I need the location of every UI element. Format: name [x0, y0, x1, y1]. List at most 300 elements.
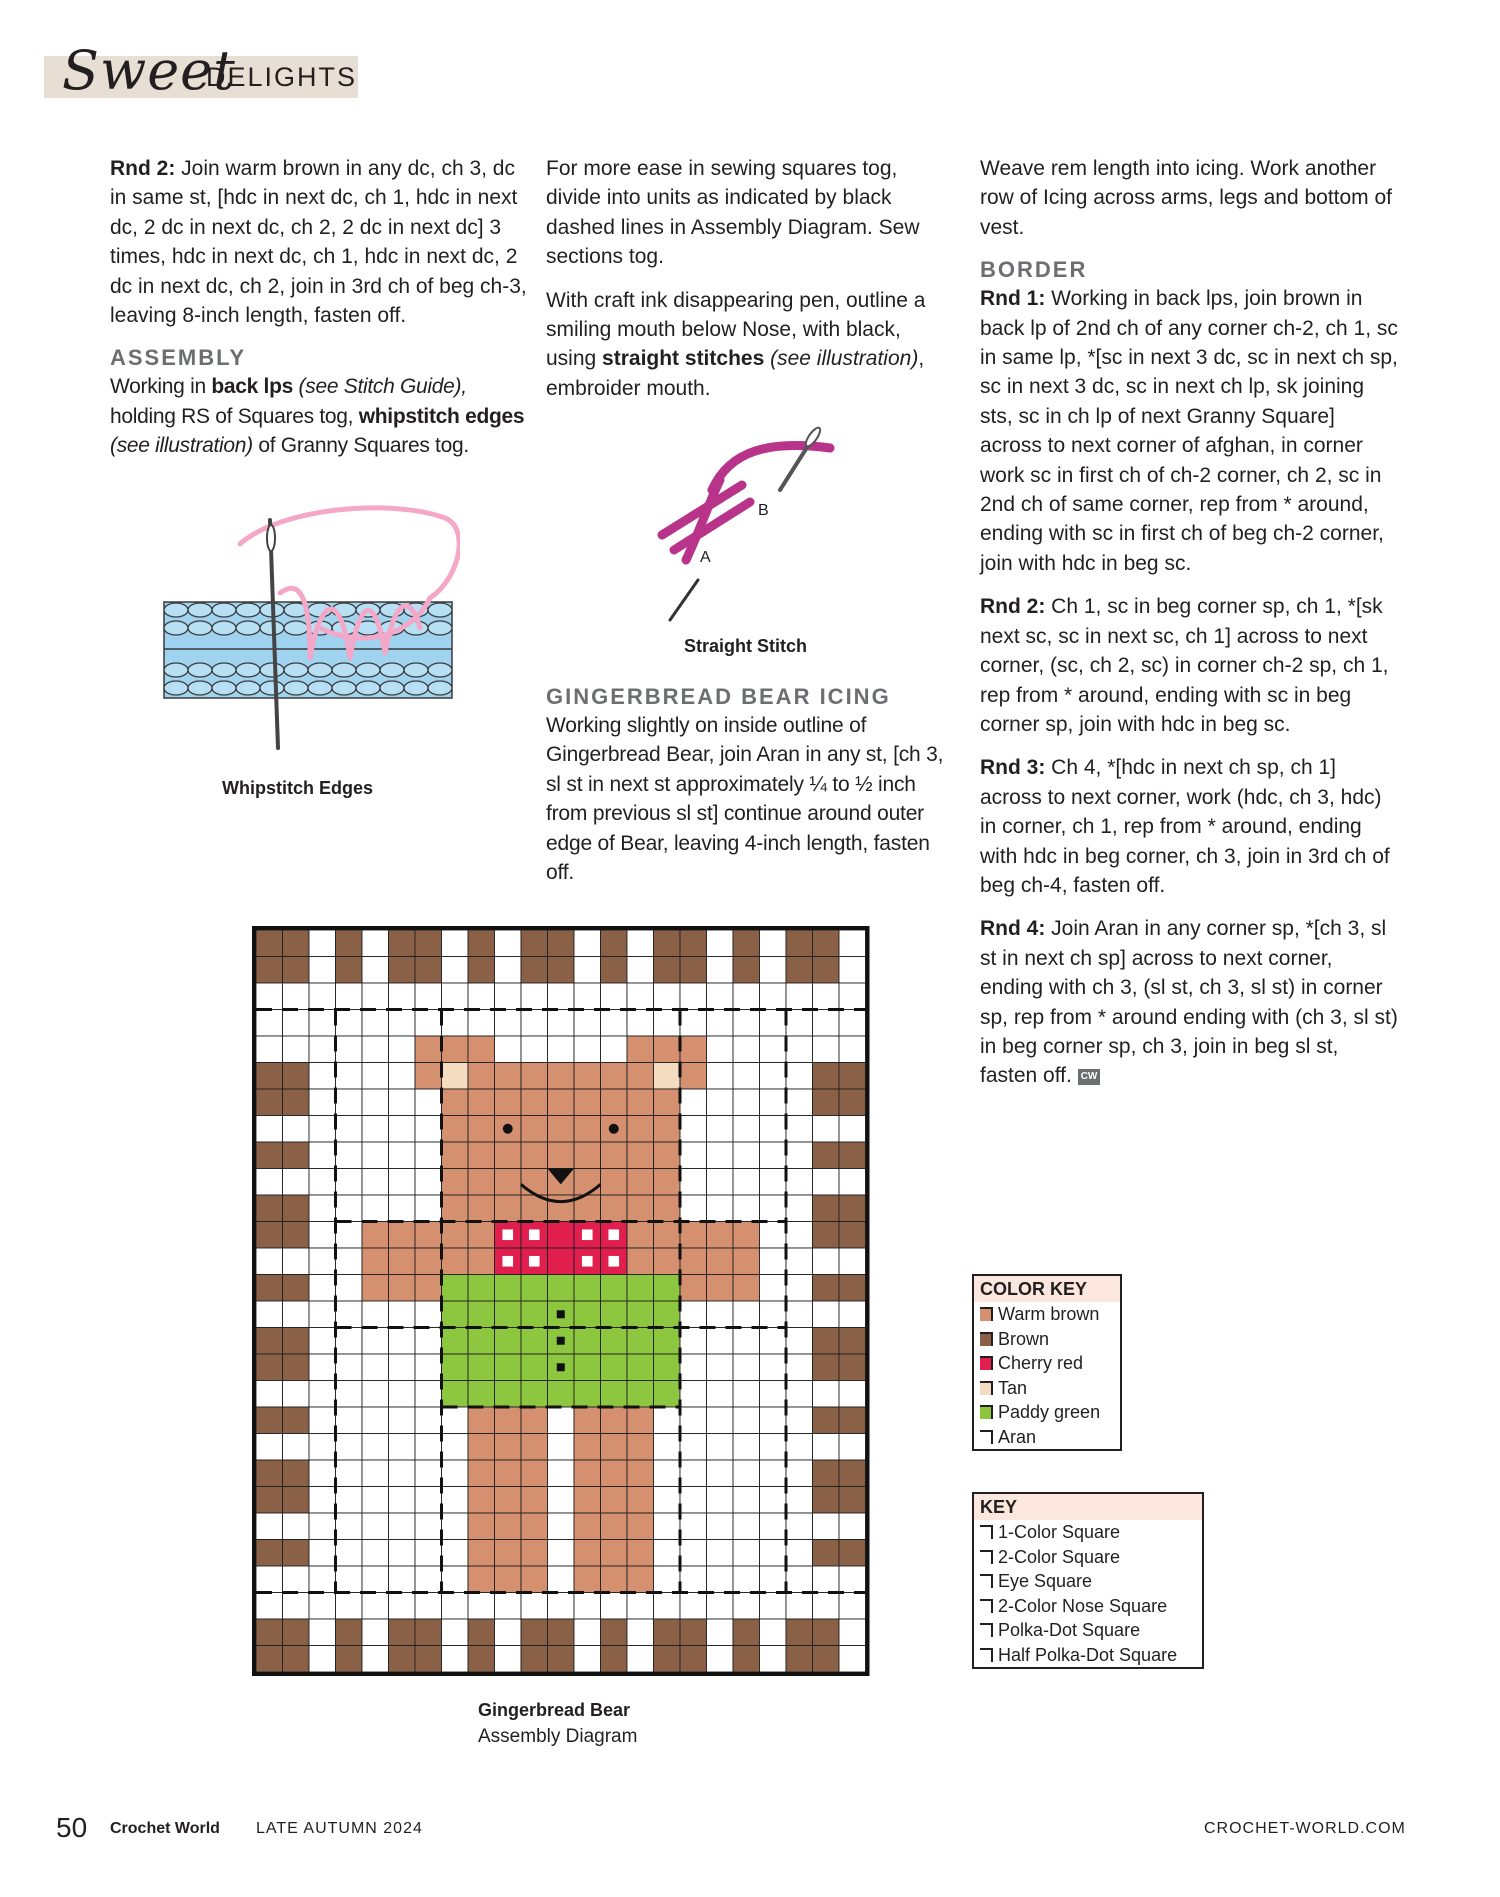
- grid-cell: [680, 1301, 707, 1328]
- grid-cell: [760, 1010, 787, 1037]
- grid-cell: [574, 1036, 601, 1063]
- grid-cell: [733, 1275, 760, 1302]
- grid-cell: [813, 1010, 840, 1037]
- grid-cell: [468, 1513, 495, 1540]
- grid-cell: [601, 1434, 628, 1461]
- diagram-caption-title: Gingerbread Bear: [478, 1700, 631, 1720]
- grid-cell: [442, 1619, 469, 1646]
- grid-cell: [654, 1593, 681, 1620]
- grid-cell: [468, 1010, 495, 1037]
- color-key-label: Paddy green: [998, 1402, 1101, 1422]
- grid-cell: [813, 1063, 840, 1090]
- grid-cell: [760, 1116, 787, 1143]
- grid-cell: [415, 1381, 442, 1408]
- grid-cell: [548, 1381, 575, 1408]
- grid-cell: [495, 1301, 522, 1328]
- grid-cell: [415, 1540, 442, 1567]
- color-key-items: [974, 1302, 1120, 1449]
- color-key-label: Warm brown: [998, 1304, 1100, 1324]
- grid-cell: [601, 1169, 628, 1196]
- grid-cell: [654, 1381, 681, 1408]
- grid-cell: [839, 1487, 866, 1514]
- grid-cell: [680, 1593, 707, 1620]
- grid-cell: [548, 1195, 575, 1222]
- grid-cell: [309, 1513, 336, 1540]
- header-delights: DELIGHTS: [206, 62, 358, 92]
- grid-cell: [309, 1566, 336, 1593]
- grid-cell: [256, 1328, 283, 1355]
- square-type-icon: [980, 1550, 993, 1564]
- grid-cell: [654, 1116, 681, 1143]
- grid-cell: [627, 1434, 654, 1461]
- grid-cell: [336, 1619, 363, 1646]
- grid-cell: [654, 1089, 681, 1116]
- grid-cell: [813, 1434, 840, 1461]
- grid-cell: [786, 930, 813, 957]
- swatch-icon: [980, 1307, 993, 1321]
- grid-cell: [733, 1116, 760, 1143]
- grid-cell: [468, 1142, 495, 1169]
- square-type-icon: [980, 1623, 993, 1637]
- grid-cell: [733, 1063, 760, 1090]
- grid-cell: [256, 1646, 283, 1673]
- grid-cell: [574, 1540, 601, 1567]
- grid-cell: [839, 1248, 866, 1275]
- grid-cell: [336, 983, 363, 1010]
- grid-cell: [680, 1460, 707, 1487]
- grid-cell: [442, 1142, 469, 1169]
- grid-cell: [839, 1328, 866, 1355]
- grid-cell: [627, 1407, 654, 1434]
- square-type-icon: [980, 1525, 993, 1539]
- grid-cell: [654, 1619, 681, 1646]
- grid-cell: [839, 930, 866, 957]
- grid-cell: [362, 957, 389, 984]
- grid-cell: [468, 1434, 495, 1461]
- grid-cell: [574, 1566, 601, 1593]
- grid-cell: [680, 1434, 707, 1461]
- grid-cell: [389, 1328, 416, 1355]
- header-sweet: Sweet: [62, 39, 236, 102]
- grid-cell: [442, 1328, 469, 1355]
- grid-cell: [733, 1354, 760, 1381]
- grid-cell: [283, 1063, 310, 1090]
- eye-left: [503, 1124, 513, 1134]
- grid-cell: [760, 1195, 787, 1222]
- grid-cell: [389, 1089, 416, 1116]
- grid-cell: [839, 1593, 866, 1620]
- square-key-items: [974, 1520, 1202, 1667]
- grid-cell: [707, 1487, 734, 1514]
- grid-cell: [521, 1116, 548, 1143]
- grid-cell: [548, 1619, 575, 1646]
- grid-cell: [760, 1646, 787, 1673]
- grid-cell: [521, 1010, 548, 1037]
- assembly-diagram: [252, 926, 880, 1686]
- grid-cell: [839, 1434, 866, 1461]
- grid-cell: [627, 1169, 654, 1196]
- grid-cell: [786, 1169, 813, 1196]
- grid-cell: [495, 1328, 522, 1355]
- grid-cell: [442, 1460, 469, 1487]
- grid-cell: [813, 1248, 840, 1275]
- grid-cell: [283, 1142, 310, 1169]
- grid-cell: [256, 1089, 283, 1116]
- grid-cell: [468, 1063, 495, 1090]
- grid-cell: [283, 1248, 310, 1275]
- square-key-item: [974, 1569, 1202, 1594]
- grid-cell: [707, 1010, 734, 1037]
- grid-cell: [362, 1089, 389, 1116]
- grid-cell: [389, 1222, 416, 1249]
- grid-cell: [283, 1222, 310, 1249]
- grid-cell: [707, 930, 734, 957]
- border-rnd4-text: Join Aran in any corner sp, *[ch 3, sl st in next ch sp] across to next corner, ending with ch 3, (sl st, ch 3, sl st) in corner sp, rep from * around ending with (ch 3, sl st) in beg corner sp, ch 3, join in beg sl st, fasten off.: [980, 917, 1398, 1088]
- grid-cell: [362, 1566, 389, 1593]
- grid-cell: [256, 1301, 283, 1328]
- vest-button: [557, 1337, 565, 1345]
- grid-cell: [707, 1275, 734, 1302]
- grid-cell: [760, 1222, 787, 1249]
- grid-cell: [733, 1460, 760, 1487]
- polka-dot: [608, 1256, 619, 1267]
- color-key-label: Tan: [998, 1377, 1028, 1398]
- grid-cell: [389, 1381, 416, 1408]
- border-rnd3-text: Ch 4, *[hdc in next ch sp, ch 1] across to next corner, work (hdc, ch 3, hdc) in corner, ch 1, rep from * around, ending with hdc in beg corner, ch 3, join in 3rd ch of beg ch-4, fasten off.: [980, 756, 1390, 897]
- assembly-heading: ASSEMBLY: [110, 345, 247, 371]
- grid-cell: [442, 1248, 469, 1275]
- grid-cell: [813, 1195, 840, 1222]
- grid-cell: [654, 1301, 681, 1328]
- grid-cell: [309, 1089, 336, 1116]
- grid-cell: [601, 1593, 628, 1620]
- grid-cell: [548, 1487, 575, 1514]
- grid-cell: [627, 1354, 654, 1381]
- grid-cell: [654, 930, 681, 957]
- grid-cell: [574, 1169, 601, 1196]
- grid-cell: [707, 1036, 734, 1063]
- polka-dot: [529, 1256, 540, 1267]
- grid-cell: [627, 1619, 654, 1646]
- vest-button: [557, 1363, 565, 1371]
- grid-cell: [442, 1593, 469, 1620]
- grid-cell: [654, 957, 681, 984]
- grid-cell: [256, 1407, 283, 1434]
- grid-cell: [415, 1566, 442, 1593]
- grid-cell: [336, 1142, 363, 1169]
- grid-cell: [389, 1063, 416, 1090]
- grid-cell: [760, 1354, 787, 1381]
- grid-cell: [415, 1089, 442, 1116]
- grid-cell: [389, 930, 416, 957]
- grid-cell: [680, 1381, 707, 1408]
- grid-cell: [733, 1540, 760, 1567]
- grid-cell: [309, 1619, 336, 1646]
- col2-paragraph-1: For more ease in sewing squares tog, divide into units as indicated by black dashed lines in Assembly Diagram. Sew sections tog.: [546, 157, 920, 269]
- grid-cell: [627, 983, 654, 1010]
- grid-cell: [336, 1593, 363, 1620]
- grid-cell: [495, 1142, 522, 1169]
- grid-cell: [336, 1407, 363, 1434]
- grid-cell: [495, 1063, 522, 1090]
- grid-cell: [839, 1089, 866, 1116]
- grid-cell: [574, 1089, 601, 1116]
- grid-cell: [627, 1460, 654, 1487]
- grid-cell: [707, 1407, 734, 1434]
- grid-cell: [468, 1460, 495, 1487]
- grid-cell: [389, 1142, 416, 1169]
- grid-cell: [442, 1434, 469, 1461]
- grid-cell: [601, 1540, 628, 1567]
- border-rnd1-text: Working in back lps, join brown in back lp of 2nd ch of any corner ch-2, ch 1, sc in same lp, *[sc in next 3 dc, sc in next ch sp, sc in next 3 dc, sc in next ch lp, sk joining sts, sc in ch lp of next Granny Square] across to next corner of afghan, in corner work sc in first ch of ch-2 corner, ch 2, sc in 2nd ch of same corner, rep from * around, ending with sc in first ch of beg ch-2 corner, join with hdc in beg sc.: [980, 287, 1398, 575]
- grid-cell: [839, 1619, 866, 1646]
- grid-cell: [468, 957, 495, 984]
- grid-cell: [786, 1116, 813, 1143]
- grid-cell: [813, 1301, 840, 1328]
- border-rnd3-label: Rnd 3:: [980, 756, 1046, 780]
- grid-cell: [654, 1460, 681, 1487]
- grid-cell: [468, 1169, 495, 1196]
- grid-cell: [601, 1513, 628, 1540]
- grid-cell: [601, 1381, 628, 1408]
- grid-cell: [627, 1513, 654, 1540]
- grid-cell: [760, 1407, 787, 1434]
- grid-cell: [389, 1540, 416, 1567]
- square-key-label: Eye Square: [998, 1571, 1093, 1591]
- square-key-item: [974, 1618, 1202, 1643]
- grid-cell: [283, 957, 310, 984]
- grid-cell: [707, 1248, 734, 1275]
- square-key-label: Polka-Dot Square: [998, 1620, 1141, 1640]
- col2-p2-d: , embroider mouth.: [546, 347, 925, 400]
- grid-cell: [548, 1540, 575, 1567]
- grid-cell: [256, 1460, 283, 1487]
- grid-cell: [733, 1513, 760, 1540]
- grid-cell: [733, 1593, 760, 1620]
- square-key-label: 2-Color Nose Square: [998, 1595, 1168, 1616]
- grid-cell: [786, 1089, 813, 1116]
- grid-cell: [654, 1010, 681, 1037]
- assembly-text-f: (see illustration): [110, 434, 253, 458]
- grid-cell: [680, 983, 707, 1010]
- grid-cell: [283, 1593, 310, 1620]
- grid-cell: [389, 1116, 416, 1143]
- grid-cell: [601, 1646, 628, 1673]
- grid-cell: [786, 1646, 813, 1673]
- grid-cell: [548, 1036, 575, 1063]
- grid-cell: [521, 1063, 548, 1090]
- grid-cell: [256, 1619, 283, 1646]
- grid-cell: [468, 1195, 495, 1222]
- grid-cell: [468, 1036, 495, 1063]
- grid-cell: [309, 1142, 336, 1169]
- grid-cell: [574, 1116, 601, 1143]
- square-key: [972, 1492, 1204, 1669]
- grid-cell: [309, 1381, 336, 1408]
- grid-cell: [813, 930, 840, 957]
- polka-dot: [582, 1229, 593, 1240]
- grid-cell: [283, 1407, 310, 1434]
- grid-cell: [680, 1407, 707, 1434]
- grid-cell: [601, 1566, 628, 1593]
- grid-cell: [468, 1540, 495, 1567]
- grid-cell: [786, 1619, 813, 1646]
- grid-cell: [336, 1460, 363, 1487]
- grid-cell: [521, 1328, 548, 1355]
- grid-cell: [309, 1540, 336, 1567]
- grid-cell: [389, 1354, 416, 1381]
- grid-cell: [680, 930, 707, 957]
- grid-cell: [442, 1275, 469, 1302]
- label-b: B: [758, 502, 769, 519]
- grid-cell: [442, 1566, 469, 1593]
- grid-cell: [362, 1116, 389, 1143]
- grid-cell: [309, 1036, 336, 1063]
- grid-cell: [336, 1063, 363, 1090]
- grid-cell: [362, 1646, 389, 1673]
- grid-cell: [680, 1169, 707, 1196]
- grid-cell: [362, 1619, 389, 1646]
- grid-cell: [813, 1354, 840, 1381]
- grid-cell: [521, 1089, 548, 1116]
- grid-cell: [468, 1222, 495, 1249]
- grid-cell: [362, 1248, 389, 1275]
- col3-paragraph-1: Weave rem length into icing. Work another row of Icing across arms, legs and bottom of vest.: [980, 157, 1393, 239]
- grid-cell: [468, 983, 495, 1010]
- grid-cell: [601, 1354, 628, 1381]
- grid-cell: [442, 1195, 469, 1222]
- border-rnd4-label: Rnd 4:: [980, 917, 1046, 941]
- col2-paragraph-2: [546, 286, 956, 404]
- icing-paragraph: Working slightly on inside outline of Gingerbread Bear, join Aran in any st, [ch 3, sl st in next st approximately ¼ to ½ inch from previous sl st] continue around outer edge of Bear, leaving 4-inch length, fasten off.: [546, 714, 944, 885]
- grid-cell: [574, 1142, 601, 1169]
- grid-cell: [786, 1142, 813, 1169]
- grid-cell: [601, 1142, 628, 1169]
- grid-cell: [442, 1407, 469, 1434]
- grid-cell: [468, 1407, 495, 1434]
- grid-cell: [574, 1328, 601, 1355]
- grid-cell: [627, 1195, 654, 1222]
- grid-cell: [389, 1566, 416, 1593]
- grid-cell: [839, 1381, 866, 1408]
- grid-cell: [839, 1142, 866, 1169]
- grid-cell: [442, 1010, 469, 1037]
- grid-cell: [521, 1646, 548, 1673]
- grid-cell: [574, 1407, 601, 1434]
- straight-stitch-illustration: [650, 420, 850, 630]
- grid-cell: [521, 1036, 548, 1063]
- grid-cell: [707, 1513, 734, 1540]
- grid-cell: [442, 1513, 469, 1540]
- grid-cell: [813, 1566, 840, 1593]
- grid-cell: [362, 1487, 389, 1514]
- grid-cell: [813, 1540, 840, 1567]
- grid-cell: [283, 1619, 310, 1646]
- rnd2-text: Join warm brown in any dc, ch 3, dc in same st, [hdc in next dc, ch 1, hdc in next dc, 2 dc in next dc, ch 2, 2 dc in next dc] 3 times, hdc in next dc, ch 1, hdc in next dc, 2 dc in next dc, ch 2, join in 3rd ch of beg ch-3, leaving 8-inch length, fasten off.: [110, 157, 527, 328]
- grid-cell: [786, 1010, 813, 1037]
- assembly-text-a: Working in: [110, 375, 212, 399]
- grid-cell: [283, 1487, 310, 1514]
- grid-cell: [309, 1354, 336, 1381]
- grid-cell: [256, 1593, 283, 1620]
- grid-cell: [760, 957, 787, 984]
- grid-cell: [733, 1089, 760, 1116]
- grid-cell: [786, 1248, 813, 1275]
- grid-cell: [760, 1566, 787, 1593]
- grid-cell: [468, 1354, 495, 1381]
- grid-cell: [495, 1407, 522, 1434]
- grid-cell: [733, 1010, 760, 1037]
- grid-cell: [521, 1407, 548, 1434]
- grid-cell: [336, 1248, 363, 1275]
- color-key-label: Cherry red: [998, 1353, 1084, 1373]
- grid-cell: [574, 930, 601, 957]
- grid-cell: [680, 1540, 707, 1567]
- grid-cell: [256, 1248, 283, 1275]
- grid-cell: [548, 1593, 575, 1620]
- grid-cell: [309, 1248, 336, 1275]
- grid-cell: [362, 1195, 389, 1222]
- polka-dot: [529, 1229, 540, 1240]
- grid-cell: [707, 1434, 734, 1461]
- grid-cell: [680, 1646, 707, 1673]
- grid-cell: [389, 1513, 416, 1540]
- grid-cell: [415, 1222, 442, 1249]
- grid-cell: [521, 1301, 548, 1328]
- grid-cell: [389, 1275, 416, 1302]
- grid-cell: [415, 1275, 442, 1302]
- grid-cell: [283, 1540, 310, 1567]
- grid-cell: [813, 1036, 840, 1063]
- straight-stitch-yarn: [662, 445, 830, 560]
- grid-cell: [786, 1434, 813, 1461]
- grid-cell: [733, 983, 760, 1010]
- grid-cell: [309, 1487, 336, 1514]
- grid-cell: [362, 1381, 389, 1408]
- grid-cell: [336, 1036, 363, 1063]
- grid-cell: [654, 1540, 681, 1567]
- grid-cell: [548, 1407, 575, 1434]
- grid-cell: [495, 1540, 522, 1567]
- grid-cell: [839, 1407, 866, 1434]
- grid-cell: [733, 1434, 760, 1461]
- grid-cell: [495, 1275, 522, 1302]
- grid-cell: [813, 1089, 840, 1116]
- grid-cell: [548, 1513, 575, 1540]
- grid-cell: [601, 1195, 628, 1222]
- grid-cell: [442, 1036, 469, 1063]
- grid-cell: [733, 930, 760, 957]
- grid-cell: [521, 1142, 548, 1169]
- page-number: 50: [56, 1812, 88, 1843]
- magazine-name: Crochet World: [110, 1820, 220, 1837]
- grid-cell: [786, 1593, 813, 1620]
- grid-cell: [283, 1566, 310, 1593]
- grid-cell: [839, 1460, 866, 1487]
- grid-cell: [574, 1010, 601, 1037]
- grid-cell: [733, 1248, 760, 1275]
- grid-cell: [839, 1566, 866, 1593]
- grid-cell: [707, 983, 734, 1010]
- grid-cell: [786, 1036, 813, 1063]
- grid-cell: [839, 1169, 866, 1196]
- grid-cell: [627, 1381, 654, 1408]
- grid-cell: [256, 1142, 283, 1169]
- grid-cell: [813, 957, 840, 984]
- grid-cell: [813, 1328, 840, 1355]
- border-rnd2-text: Ch 1, sc in beg corner sp, ch 1, *[sk next sc, sc in next sc, ch 1] across to next corner, (sc, ch 2, sc) in corner ch-2 sp, ch 1, rep from * around, ending with sc in beg corner sp, join with hdc in beg sc.: [980, 595, 1389, 736]
- grid-cell: [283, 1089, 310, 1116]
